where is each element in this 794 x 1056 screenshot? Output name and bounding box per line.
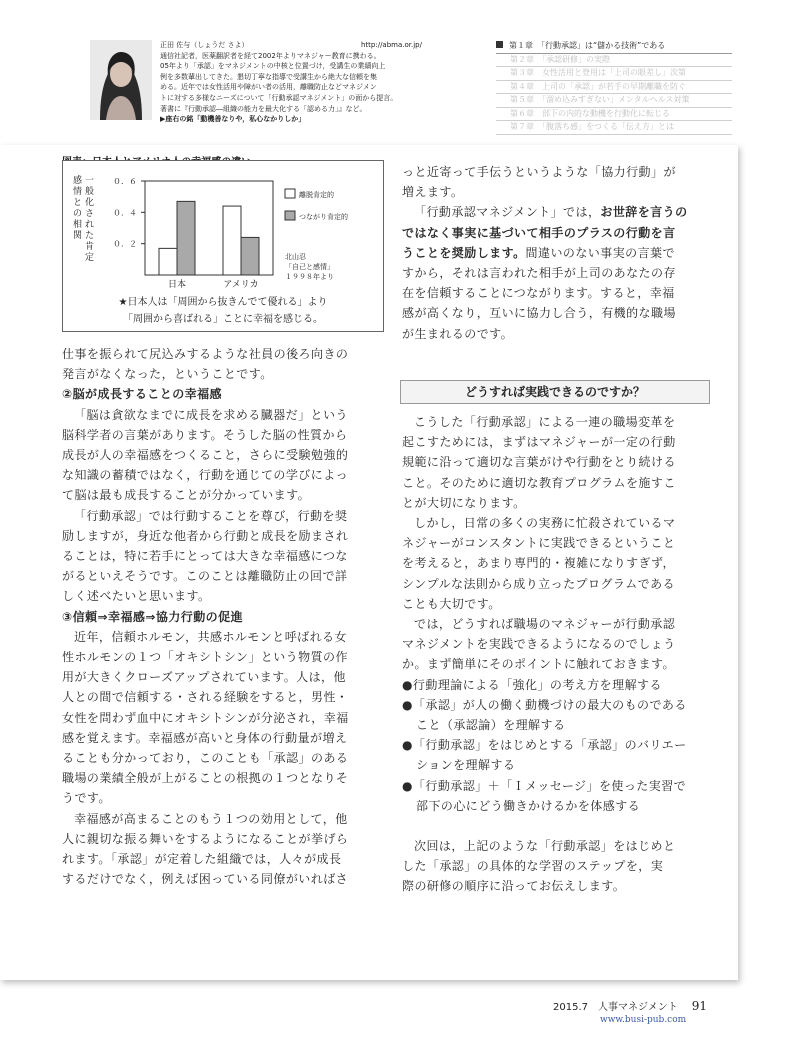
- text-line: がるといえそうです。このことは離職防止の回で詳: [62, 569, 348, 584]
- y-axis-label-char: と: [73, 198, 83, 208]
- text-line: マネジメントを実践できるようになるのでしょう: [402, 637, 676, 652]
- text-line: 「行動承認」では行動することを尊び，行動を奨: [74, 508, 348, 523]
- text-line: 脳科学者の言葉があります。そうした脳の性質から: [62, 427, 348, 442]
- right-column-bottom: [402, 412, 714, 897]
- author-url[interactable]: http://abma.or.jp/: [360, 41, 422, 49]
- text-line: するだけでなく，例えば困っている同僚がいればさ: [62, 872, 349, 887]
- chapter-item: 第５章 「溜め込みすぎない」メンタルヘルス対策: [496, 94, 732, 108]
- text-line: を考えると，あまり専門的・複雑になりすぎず，: [402, 556, 675, 571]
- text-line: シンプルな法則から成り立ったプログラムである: [402, 576, 676, 591]
- chapter-item: 第４章 上司の「承認」が若手の早期離職を防ぐ: [496, 81, 732, 95]
- text-line: うことを奨励します。間違いのない事実の言葉で: [402, 245, 675, 260]
- figure-box: [62, 160, 384, 332]
- y-tick-label: ０．２: [113, 239, 137, 249]
- text-line: ネジャーがコンスタントに実践できるということ: [402, 536, 676, 551]
- y-axis-label-char: 関: [73, 231, 83, 241]
- text-line: 性ホルモンの１つ「オキシトシン」という物質の作: [62, 650, 348, 665]
- section-heading: どうすれば実践できるのですか？: [400, 380, 710, 404]
- author-profile: [160, 40, 422, 125]
- text-line: 際の研修の順序に沿ってお伝えします。: [402, 879, 626, 894]
- text-line: 次回は，上記のような「行動承認」をはじめと: [414, 839, 676, 854]
- legend-label: 離脱肯定的: [299, 191, 334, 199]
- bar-connected: [177, 201, 195, 275]
- text-line: こうした「行動承認」による一連の職場変革を: [414, 415, 676, 429]
- text-line: 励しますが，身近な他者から行動と成長を励まされ: [62, 528, 349, 543]
- text-line: 在を信頼することにつながります。すると，幸福: [402, 286, 675, 301]
- publisher-url[interactable]: www.busi-pub.com: [600, 1015, 687, 1025]
- subheading: ②脳が成長することの幸福感: [62, 387, 223, 402]
- text-line: ることは，特に若手にとっては大きな幸福感につな: [62, 549, 348, 564]
- y-axis-label-char: の: [73, 209, 83, 219]
- author-bio-line: める。近年では女性活用や障がい者の活用，離職防止などマネジメン: [160, 83, 377, 92]
- y-tick-label: ０．４: [113, 208, 137, 218]
- square-bullet-icon: [496, 41, 503, 48]
- page-number: 91: [691, 999, 707, 1013]
- bar-connected: [241, 237, 259, 275]
- text-line: では，どうすれば職場のマネジャーが行動承認: [414, 617, 676, 632]
- text-line: 女性を問わず血中にオキシトシンが分泌され，幸福: [62, 710, 349, 725]
- y-axis-label-char: 感: [73, 176, 83, 186]
- y-axis-label-char: 定: [85, 253, 95, 263]
- chapter-item: 第６章 部下の内的な動機を行動化に転じる: [496, 108, 732, 122]
- chapter-item-current: 第１章 「行動承認」は“儲かる技術”である: [496, 40, 732, 54]
- text-line: ることも分かっており，このことも「承認」のある: [62, 751, 349, 766]
- chapter-item: 第３章 女性活用と登用は「上司の眼差し」次第: [496, 67, 732, 81]
- text-line: 用が大きくクローズアップされています。人は，他: [62, 670, 346, 685]
- y-axis-label-char: 情: [73, 187, 83, 197]
- x-tick-label: アメリカ: [223, 280, 259, 290]
- subheading: ③信頼⇒幸福感⇒協力行動の促進: [62, 609, 244, 624]
- bullet-item: ションを理解する: [416, 758, 516, 773]
- right-column-top: [402, 162, 714, 344]
- bullet-item: ●「承認」が人の働く動機づけの最大のものである: [402, 697, 687, 712]
- y-axis-label-char: 化: [85, 198, 95, 208]
- y-tick-label: ０．６: [113, 177, 137, 186]
- text-line: 増えます。: [402, 185, 464, 200]
- author-name: 正田 佐与（しょうだ さよ）: [160, 41, 249, 49]
- legend-swatch: [285, 211, 295, 220]
- text-line: とが大切になります。: [402, 495, 526, 510]
- x-tick-label: 日本: [167, 280, 187, 290]
- y-axis-label-char: た: [85, 231, 95, 241]
- chapter-item: 第２章 「承認研修」の実際: [496, 54, 732, 68]
- text-line: ことも大切です。: [402, 596, 501, 611]
- y-axis-label-char: れ: [85, 220, 95, 230]
- page-footer: [553, 998, 707, 1013]
- bar-detached: [159, 248, 177, 275]
- author-photo: [90, 40, 152, 120]
- text-line: っと近寄って手伝うというような「協力行動」が: [402, 165, 676, 179]
- text-line: しく述べたいと思います。: [62, 589, 211, 604]
- text-line: な知識の蓄積ではなく，行動を通じての学びによっ: [62, 468, 349, 483]
- y-axis-label-char: 肯: [85, 242, 95, 252]
- author-bio-line: 例を多数輩出してきた。懇切丁寧な指導で受講生から絶大な信頼を集: [160, 72, 377, 81]
- text-line: 発言がなくなった，ということです。: [62, 367, 273, 382]
- text-line: か。まず簡単にそのポイントに触れておきます。: [402, 657, 675, 672]
- y-axis-label-char: 相: [73, 220, 83, 230]
- text-line: 「行動承認マネジメント」では，お世辞を言うの: [414, 205, 688, 220]
- bar-detached: [223, 206, 241, 275]
- bullet-item: ●行動理論による「強化」の考え方を理解する: [402, 677, 662, 692]
- chapter-list: [496, 40, 732, 135]
- text-line: うです。: [62, 791, 111, 806]
- text-line: 人に親切な振る舞いをするようになることが挙げら: [62, 831, 349, 846]
- author-bio-line: トに対する多様なニーズについて「行動承認マネジメント」の面から提言。: [160, 93, 398, 102]
- legend-label: つながり肯定的: [299, 213, 348, 221]
- author-bio-line: 通信社記者，医薬翻訳者を経て2002年よりマネジャー教育に携わる。: [160, 51, 381, 60]
- text-line: 感が高くなり，互いに協力し合う，有機的な職場: [402, 306, 676, 321]
- issue-label: 2015.7 人事マネジメント: [553, 1002, 678, 1013]
- text-line: 成長が人の幸福感をつくること，さらに受験勉強的: [62, 448, 349, 463]
- text-line: が生まれるのです。: [402, 326, 514, 341]
- figure-caption: 「周囲から喜ばれる」ことに幸福を感じる。: [123, 314, 323, 325]
- text-line: 感を覚えます。幸福感が高いと身体の行動量が増え: [62, 730, 348, 745]
- legend-swatch: [285, 189, 295, 198]
- y-axis-label-char: さ: [85, 209, 95, 219]
- text-line: て脳は最も成長することが分かっています。: [62, 488, 311, 503]
- author-bio-line: 05年より「承認」をマネジメントの中核と位置づけ，受講生の業績向上: [160, 62, 386, 71]
- text-line: 人との間で信頼する・される経験をすると，男性・: [62, 690, 349, 705]
- text-line: 規範に沿って適切な言葉がけや行動をとり続ける: [402, 455, 676, 470]
- bullet-item: ●「行動承認」をはじめとする「承認」のバリエー: [402, 738, 687, 753]
- text-line: こと。そのために適切な教育プログラムを施すこ: [402, 475, 676, 490]
- y-axis-label-char: 般: [85, 187, 95, 197]
- bullet-item: ●「行動承認」＋「Ｉメッセージ」を使った実習で: [402, 778, 687, 793]
- text-line: 幸福感が高まることのもう１つの効用として，他: [74, 811, 348, 826]
- text-line: 仕事を振られて尻込みするような社員の後ろ向きの: [62, 347, 349, 361]
- text-line: すから，それは言われた相手が上司のあなたの存: [402, 266, 676, 281]
- text-line: ではなく事実に基づいて相手のプラスの行動を言: [402, 225, 676, 240]
- figure-caption: ★日本人は「周囲から抜きんでて優れる」より: [118, 297, 328, 308]
- bar-chart: [63, 161, 383, 331]
- source-note: 「自己と感情」: [285, 263, 334, 271]
- bullet-item: 部下の心にどう働きかけるかを体感する: [416, 798, 641, 813]
- bullet-item: こと（承認論）を理解する: [416, 718, 566, 733]
- author-bio-line: 著書に『行動承認―組織の能力を最大化する「認める力」』など。: [160, 104, 367, 113]
- text-line: 起こすためには，まずはマネジャーが一定の行動: [402, 435, 676, 450]
- text-line: れます。「承認」が定着した組織では，人々が成長: [62, 852, 342, 867]
- source-note: 北山忍: [285, 253, 306, 261]
- chapter-item: 第７章 「腹落ち感」をつくる「伝え方」とは: [496, 121, 732, 135]
- author-motto: ▶座右の銘「動機善なりや，私心なかりしか」: [160, 115, 306, 124]
- text-line: 職場の業績全般が上がることの根拠の１つとなりそ: [62, 771, 349, 786]
- text-line: 近年，信頼ホルモン，共感ホルモンと呼ばれる女: [74, 629, 347, 644]
- source-note: １９９８年より: [285, 273, 334, 281]
- y-axis-label-char: 一: [85, 176, 95, 186]
- text-line: 「脳は貪欲なまでに成長を求める臓器だ」という: [74, 407, 348, 422]
- text-line: した「承認」の具体的な学習のステップを，実: [402, 859, 664, 874]
- text-line: しかし，日常の多くの実務に忙殺されているマ: [414, 516, 676, 531]
- left-column: [62, 344, 382, 889]
